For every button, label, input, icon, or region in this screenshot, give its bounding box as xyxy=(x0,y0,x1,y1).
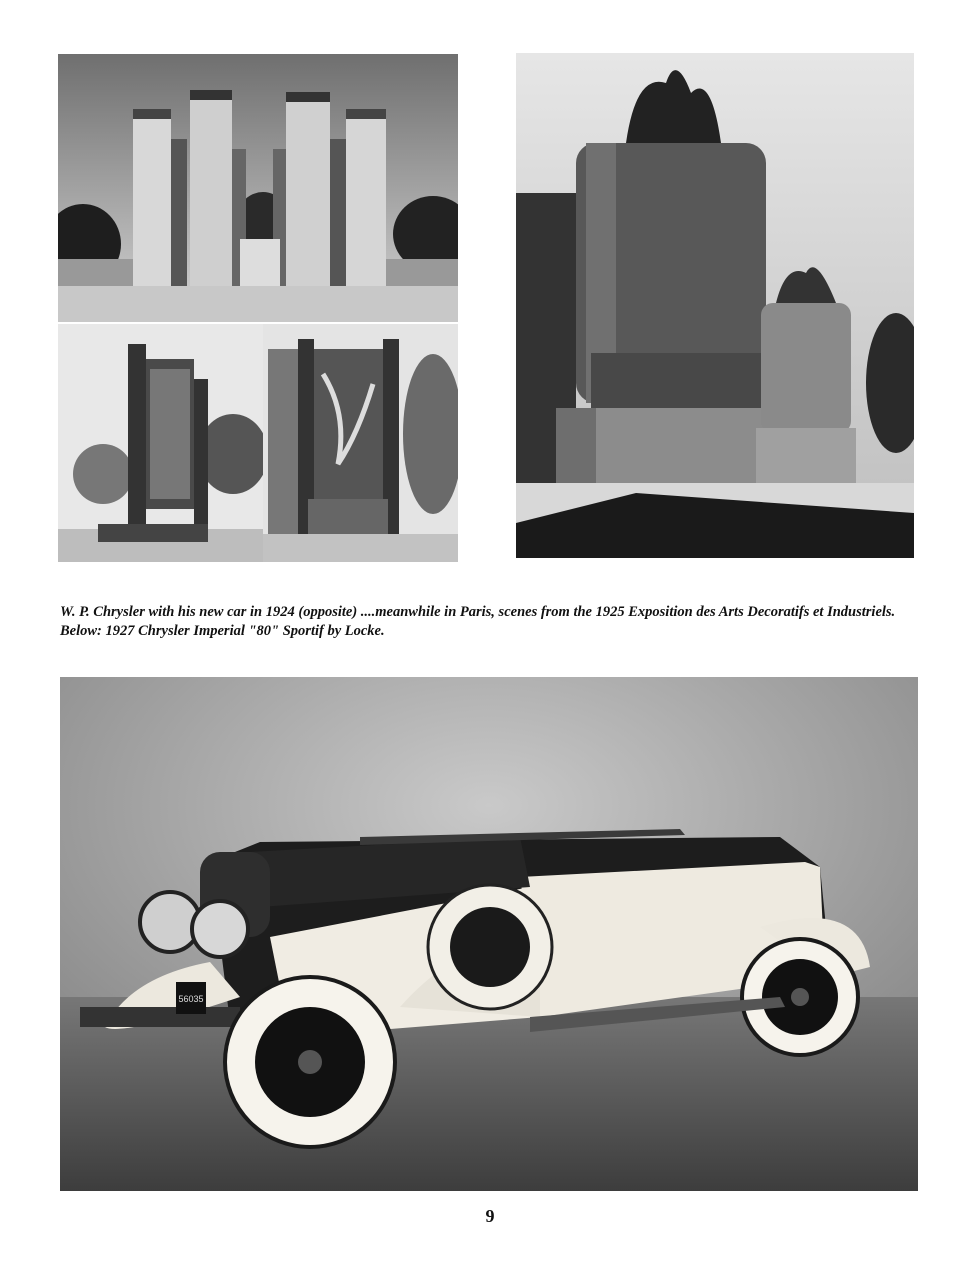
photo-caption: W. P. Chrysler with his new car in 1924 (opposite) ....meanwhile in Paris, scenes from the 1925 Exposition des Arts Decoratifs et Industriels. Below: 1927 Chrysler Imperial "80" Sportif by Locke. xyxy=(60,604,896,639)
page-number: 9 xyxy=(485,1206,495,1226)
license-plate: 56035 xyxy=(178,994,204,1004)
photo-exposition-arch xyxy=(263,324,458,562)
photo-exposition-urns xyxy=(516,53,914,558)
photo-exposition-gate xyxy=(58,324,263,562)
photo-exposition-towers xyxy=(58,54,458,322)
photo-chrysler-imperial xyxy=(60,677,918,1191)
